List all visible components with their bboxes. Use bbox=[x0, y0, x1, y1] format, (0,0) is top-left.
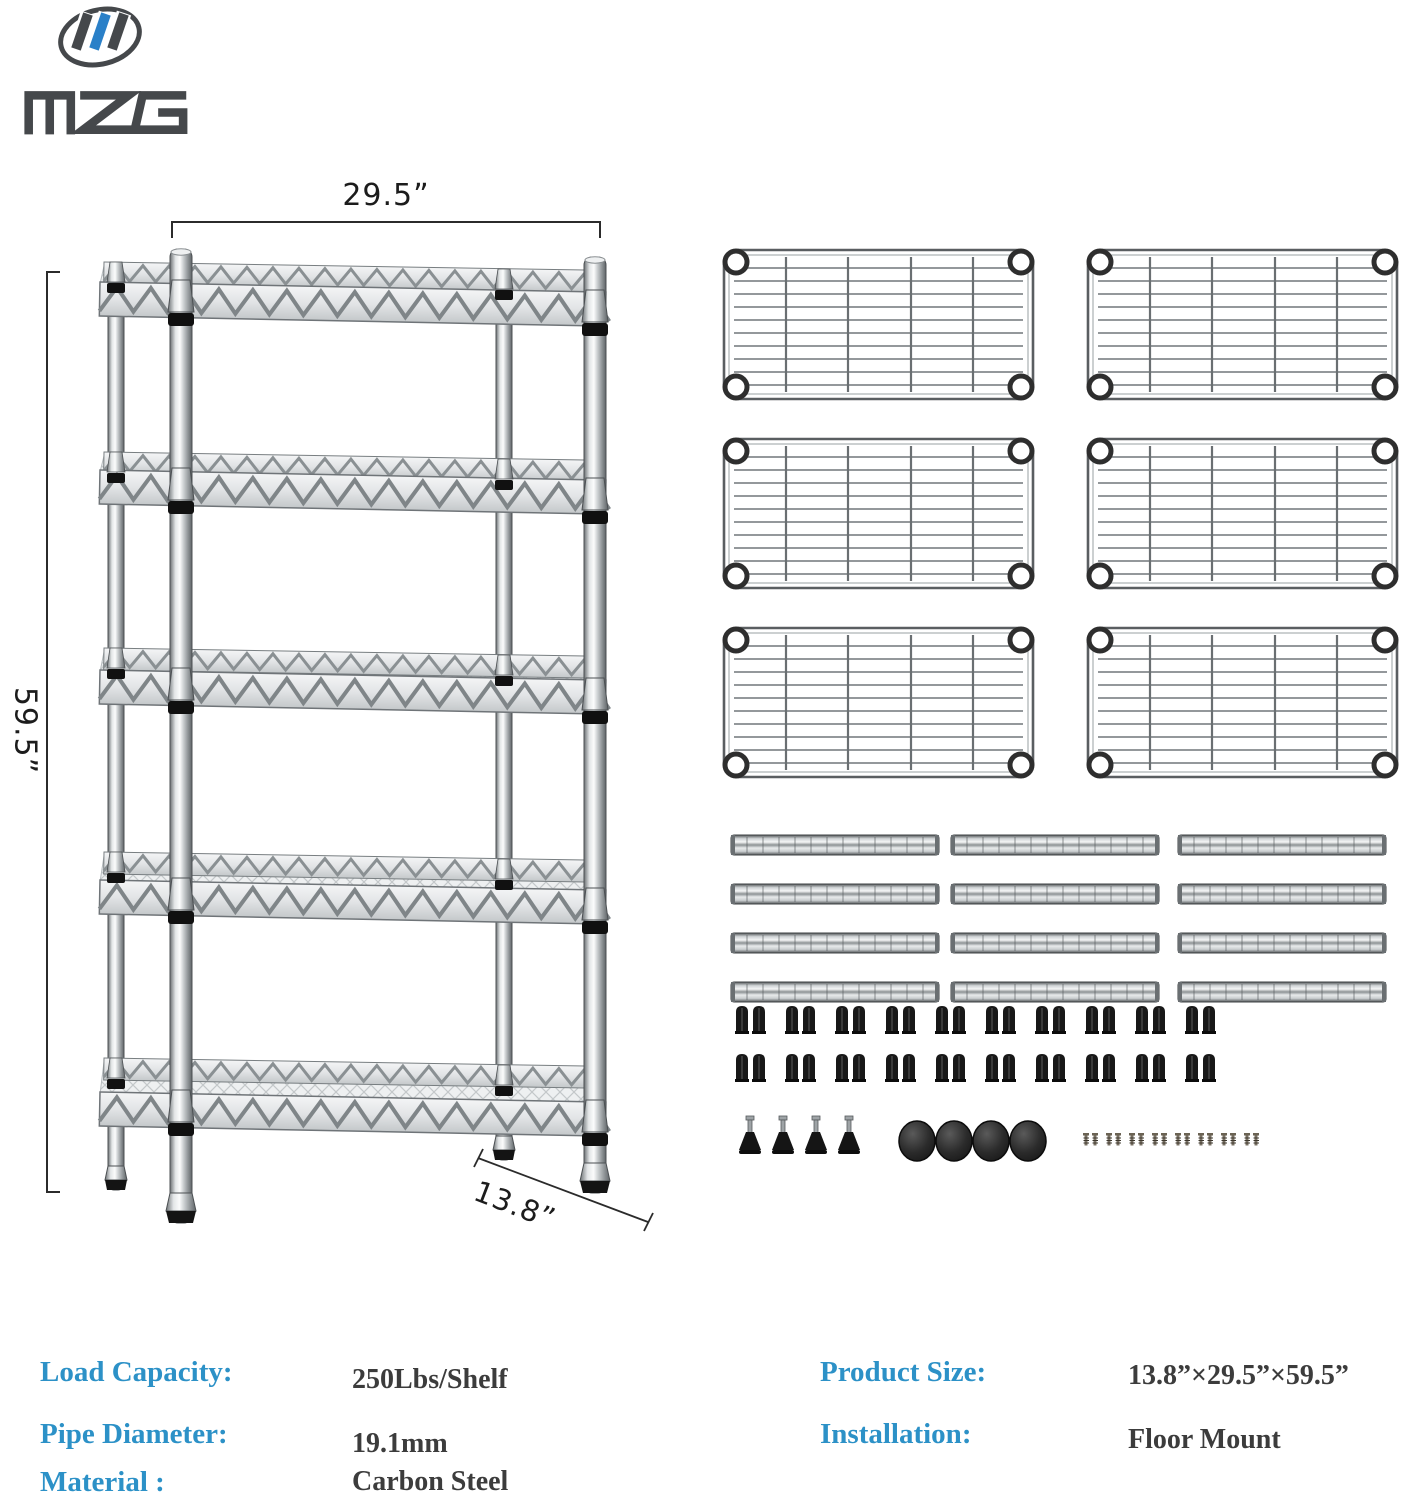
wire-shelf-panel bbox=[1088, 628, 1397, 777]
pole-cone bbox=[582, 888, 608, 920]
plastic-sleeve-half bbox=[885, 1054, 899, 1082]
pole-pipe-segment bbox=[731, 933, 939, 953]
screw-set bbox=[1175, 1133, 1190, 1146]
pole-pipe-segment bbox=[731, 982, 939, 1002]
wire-shelf-panel bbox=[1088, 439, 1397, 588]
pole-cone bbox=[495, 1065, 513, 1085]
spec-value-product-size: 13.8”×29.5”×59.5” bbox=[1128, 1360, 1349, 1391]
plastic-sleeve-half bbox=[935, 1006, 949, 1034]
plastic-sleeve-half bbox=[1185, 1006, 1199, 1034]
pole-collar bbox=[168, 1123, 194, 1136]
plastic-sleeve-half bbox=[785, 1054, 799, 1082]
pole-cone bbox=[495, 269, 513, 289]
wire-shelf-panel bbox=[724, 439, 1033, 588]
pole-pipe-segment bbox=[1178, 982, 1386, 1002]
spec-value-installation: Floor Mount bbox=[1128, 1424, 1281, 1455]
spec-label-installation: Installation: bbox=[820, 1418, 972, 1450]
pole-collar bbox=[582, 711, 608, 724]
pole-cone bbox=[168, 280, 194, 312]
pole-cone bbox=[582, 1100, 608, 1132]
spec-value-load-capacity: 250Lbs/Shelf bbox=[352, 1364, 508, 1395]
pole-cone bbox=[495, 459, 513, 479]
plastic-sleeve-half bbox=[1052, 1054, 1066, 1082]
pole-pipe-segment bbox=[951, 982, 1159, 1002]
pole-cone bbox=[107, 452, 125, 472]
shelving-unit-diagram bbox=[20, 180, 680, 1260]
plastic-sleeve-half bbox=[1185, 1054, 1199, 1082]
pole-pipe-segment bbox=[1178, 933, 1386, 953]
spec-label-product-size: Product Size: bbox=[820, 1356, 987, 1388]
spec-label-pipe-diameter: Pipe Diameter: bbox=[40, 1418, 228, 1450]
foot-cap bbox=[1010, 1121, 1046, 1161]
pole-cone bbox=[168, 468, 194, 500]
screw-set bbox=[1198, 1133, 1213, 1146]
pole-collar bbox=[495, 1086, 513, 1096]
screw-set bbox=[1106, 1133, 1121, 1146]
height-dimension-label: 59.5” bbox=[7, 686, 43, 775]
pole-cone bbox=[107, 648, 125, 668]
pole-collar bbox=[495, 676, 513, 686]
plastic-sleeve-half bbox=[902, 1054, 916, 1082]
plastic-sleeve-half bbox=[1102, 1006, 1116, 1034]
plastic-sleeve-half bbox=[885, 1006, 899, 1034]
leveling-foot bbox=[805, 1116, 827, 1154]
logo-emblem-icon bbox=[55, 1, 146, 73]
logo-wordmark bbox=[29, 95, 187, 134]
plastic-sleeve-half bbox=[752, 1054, 766, 1082]
plastic-sleeve-half bbox=[1152, 1006, 1166, 1034]
pole-cone bbox=[495, 859, 513, 879]
width-dimension-line bbox=[172, 222, 600, 238]
pole-collar bbox=[582, 323, 608, 336]
spec-value-pipe-diameter: 19.1mm bbox=[352, 1428, 448, 1459]
pole-pipe-segment bbox=[1178, 884, 1386, 904]
pole-collar bbox=[107, 1079, 125, 1089]
plastic-sleeve-half bbox=[1202, 1006, 1216, 1034]
screw-set bbox=[1083, 1133, 1098, 1146]
plastic-sleeve-half bbox=[1002, 1054, 1016, 1082]
pole-collar bbox=[582, 511, 608, 524]
brand-logo bbox=[14, 4, 234, 154]
screw-set bbox=[1221, 1133, 1236, 1146]
pole-cone bbox=[107, 1058, 125, 1078]
pole-collar bbox=[582, 1133, 608, 1146]
parts-diagram bbox=[700, 235, 1401, 1235]
pole-cone bbox=[168, 668, 194, 700]
pole-collar bbox=[168, 313, 194, 326]
plastic-sleeve-half bbox=[952, 1054, 966, 1082]
wire-shelf-panel bbox=[724, 250, 1033, 399]
spec-label-load-capacity: Load Capacity: bbox=[40, 1356, 233, 1388]
pole-collar bbox=[495, 880, 513, 890]
plastic-sleeve-half bbox=[1085, 1006, 1099, 1034]
back-poles bbox=[108, 272, 512, 1190]
pole-pipe-segment bbox=[951, 884, 1159, 904]
plastic-sleeve-half bbox=[1052, 1006, 1066, 1034]
plastic-sleeve-half bbox=[835, 1054, 849, 1082]
pole-collar bbox=[107, 283, 125, 293]
plastic-sleeve-half bbox=[1085, 1054, 1099, 1082]
plastic-sleeve-half bbox=[902, 1006, 916, 1034]
leveling-foot bbox=[739, 1116, 761, 1154]
plastic-sleeve-half bbox=[1035, 1054, 1049, 1082]
pole-cone bbox=[107, 852, 125, 872]
pole-cone bbox=[582, 678, 608, 710]
foot-cap bbox=[973, 1121, 1009, 1161]
plastic-sleeve-half bbox=[835, 1006, 849, 1034]
pole-cone bbox=[107, 262, 125, 282]
plastic-sleeve-half bbox=[1035, 1006, 1049, 1034]
pole-pipe-segment bbox=[731, 835, 939, 855]
leveling-foot bbox=[838, 1116, 860, 1154]
pole-pipe-segment bbox=[1178, 835, 1386, 855]
pole-pipe-segment bbox=[951, 933, 1159, 953]
pole-cone bbox=[168, 878, 194, 910]
pole-cone bbox=[168, 1090, 194, 1122]
pole-collar bbox=[168, 701, 194, 714]
screw-set bbox=[1129, 1133, 1144, 1146]
plastic-sleeve-half bbox=[785, 1006, 799, 1034]
plastic-sleeve-half bbox=[852, 1006, 866, 1034]
plastic-sleeve-half bbox=[802, 1006, 816, 1034]
wire-shelf-panel bbox=[1088, 250, 1397, 399]
plastic-sleeve-half bbox=[735, 1054, 749, 1082]
pole-collar bbox=[582, 921, 608, 934]
plastic-sleeve-half bbox=[735, 1006, 749, 1034]
pole-pipe-segment bbox=[951, 835, 1159, 855]
pole-collar bbox=[107, 873, 125, 883]
spec-value-material: Carbon Steel bbox=[352, 1466, 509, 1497]
pole-collar bbox=[168, 501, 194, 514]
pole-cone bbox=[582, 478, 608, 510]
foot-cap bbox=[899, 1121, 935, 1161]
pole-collar bbox=[107, 473, 125, 483]
pole-collar bbox=[495, 480, 513, 490]
height-dimension-line bbox=[47, 272, 60, 1192]
screw-set bbox=[1244, 1133, 1259, 1146]
plastic-sleeve-half bbox=[985, 1054, 999, 1082]
wire-shelf-panel bbox=[724, 628, 1033, 777]
plastic-sleeve-half bbox=[1002, 1006, 1016, 1034]
plastic-sleeve-half bbox=[1152, 1054, 1166, 1082]
pole-cone bbox=[582, 290, 608, 322]
pole-collar bbox=[495, 290, 513, 300]
plastic-sleeve-half bbox=[1135, 1006, 1149, 1034]
plastic-sleeve-half bbox=[935, 1054, 949, 1082]
depth-dimension-label: 13.8” bbox=[469, 1173, 561, 1237]
screw-set bbox=[1152, 1133, 1167, 1146]
spec-label-material: Material : bbox=[40, 1466, 165, 1498]
plastic-sleeve-half bbox=[752, 1006, 766, 1034]
plastic-sleeve-half bbox=[952, 1006, 966, 1034]
plastic-sleeve-half bbox=[1135, 1054, 1149, 1082]
pole-pipe-segment bbox=[731, 884, 939, 904]
plastic-sleeve-half bbox=[1202, 1054, 1216, 1082]
plastic-sleeve-half bbox=[852, 1054, 866, 1082]
plastic-sleeve-half bbox=[985, 1006, 999, 1034]
plastic-sleeve-half bbox=[1102, 1054, 1116, 1082]
leveling-foot bbox=[772, 1116, 794, 1154]
pole-collar bbox=[107, 669, 125, 679]
width-dimension-label: 29.5” bbox=[342, 178, 430, 213]
foot-cap bbox=[936, 1121, 972, 1161]
pole-cone bbox=[495, 655, 513, 675]
plastic-sleeve-half bbox=[802, 1054, 816, 1082]
pole-collar bbox=[168, 911, 194, 924]
